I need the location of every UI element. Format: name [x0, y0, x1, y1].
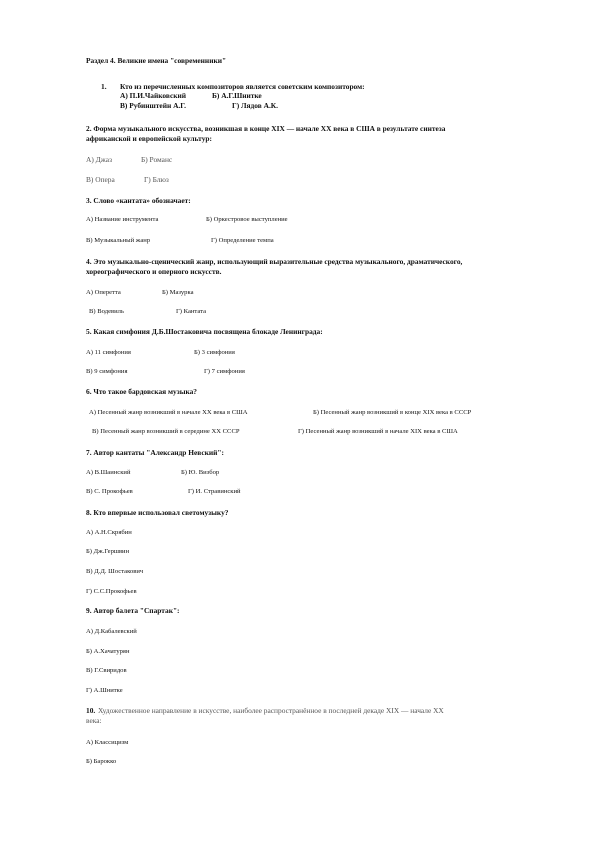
q1-text: Кто из перечисленных композиторов является советским композитором:: [120, 82, 365, 91]
q4-option-v: В) Водевиль: [89, 308, 124, 315]
q7-text: 7. Автор кантаты "Александр Невский":: [86, 448, 224, 457]
q2-text-line1: 2. Форма музыкального искусства, возникшая в конце XIX — начале XX века в США в результате синтеза: [86, 124, 446, 133]
q9-option-g: Г) А.Шнитке: [86, 687, 123, 694]
q1-option-b: Б) А.Г.Шнитке: [212, 91, 262, 100]
q6-option-b: Б) Песенный жанр возникший в конце XIX века в СССР: [313, 409, 472, 416]
q10-text-line2: века:: [86, 716, 102, 725]
q10-number: 10.: [86, 706, 96, 715]
q4-text-line2: хореографического и оперного искусств.: [86, 267, 222, 276]
q3-text: 3. Слово «кантата» обозначает:: [86, 196, 191, 205]
q8-option-a: А) А.Н.Скрябин: [86, 529, 132, 536]
q5-option-a: А) 11 симфония: [86, 349, 131, 356]
q10-option-b: Б) Барокко: [86, 758, 117, 765]
q5-option-v: В) 9 симфония: [86, 368, 128, 375]
q9-option-a: А) Д.Кабалевский: [86, 628, 137, 635]
q6-option-v: В) Песенный жанр возникший в середине XX СССР: [92, 428, 240, 435]
q4-option-a: А) Оперетта: [86, 289, 121, 296]
q8-option-v: В) Д.Д. Шостакович: [86, 568, 144, 575]
q3-option-v: В) Музыкальный жанр: [86, 237, 151, 244]
q5-text: 5. Какая симфония Д.Б.Шостаковича посвящена блокаде Ленинграда:: [86, 327, 323, 336]
q2-option-g: Г) Блюз: [144, 175, 169, 184]
q6-text: 6. Что такое бардовская музыка?: [86, 387, 197, 396]
q4-option-b: Б) Мазурка: [162, 289, 194, 296]
q6-option-a: А) Песенный жанр возникший в начале XX века в США: [89, 409, 248, 416]
q1-number: 1.: [101, 82, 107, 91]
q2-option-v: В) Опера: [86, 175, 115, 184]
q3-option-g: Г) Определение темпа: [211, 237, 274, 244]
q7-option-b: Б) Ю. Визбор: [181, 469, 220, 476]
q9-option-b: Б) А.Хачатурян: [86, 648, 130, 655]
q7-option-a: А) В.Шаинский: [86, 469, 131, 476]
q9-option-v: В) Г.Свиридов: [86, 667, 127, 674]
q1-option-v: В) Рубинштейн А.Г.: [120, 101, 186, 110]
q10-text-line1: Художественное направление в искусстве, наиболее распространённое в последней декаде XIX — начале XX: [98, 706, 444, 715]
q2-option-b: Б) Романс: [141, 155, 173, 164]
q4-text-line1: 4. Это музыкально-сценический жанр, использующий выразительные средства музыкального, драматического,: [86, 257, 463, 266]
q3-option-b: Б) Оркестровое выступление: [206, 216, 288, 223]
q2-text-line2: африканской и европейской культур:: [86, 134, 212, 143]
q7-option-g: Г) И. Стравинский: [188, 488, 241, 495]
q4-option-g: Г) Кантата: [176, 308, 207, 315]
q2-option-a: А) Джаз: [86, 155, 112, 164]
q8-text: 8. Кто впервые использовал светомузыку?: [86, 508, 229, 517]
q1-option-a: А) П.И.Чайковский: [120, 91, 187, 100]
q5-option-b: Б) 3 симфония: [194, 349, 235, 356]
q8-option-b: Б) Дж.Гершвин: [86, 548, 130, 555]
q10-option-a: А) Классицизм: [86, 739, 129, 746]
q3-option-a: А) Название инструмента: [86, 216, 159, 223]
q1-option-g: Г) Лядов А.К.: [232, 101, 278, 110]
q5-option-g: Г) 7 симфония: [204, 368, 245, 375]
q8-option-g: Г) С.С.Прокофьев: [86, 588, 137, 595]
q9-text: 9. Автор балета "Спартак":: [86, 606, 180, 615]
section-title: Раздел 4. Великие имена "современники": [86, 56, 227, 65]
q6-option-g: Г) Песенный жанр возникший в начале XIX века в США: [298, 428, 458, 435]
q7-option-v: В) С. Прокофьев: [86, 488, 133, 495]
